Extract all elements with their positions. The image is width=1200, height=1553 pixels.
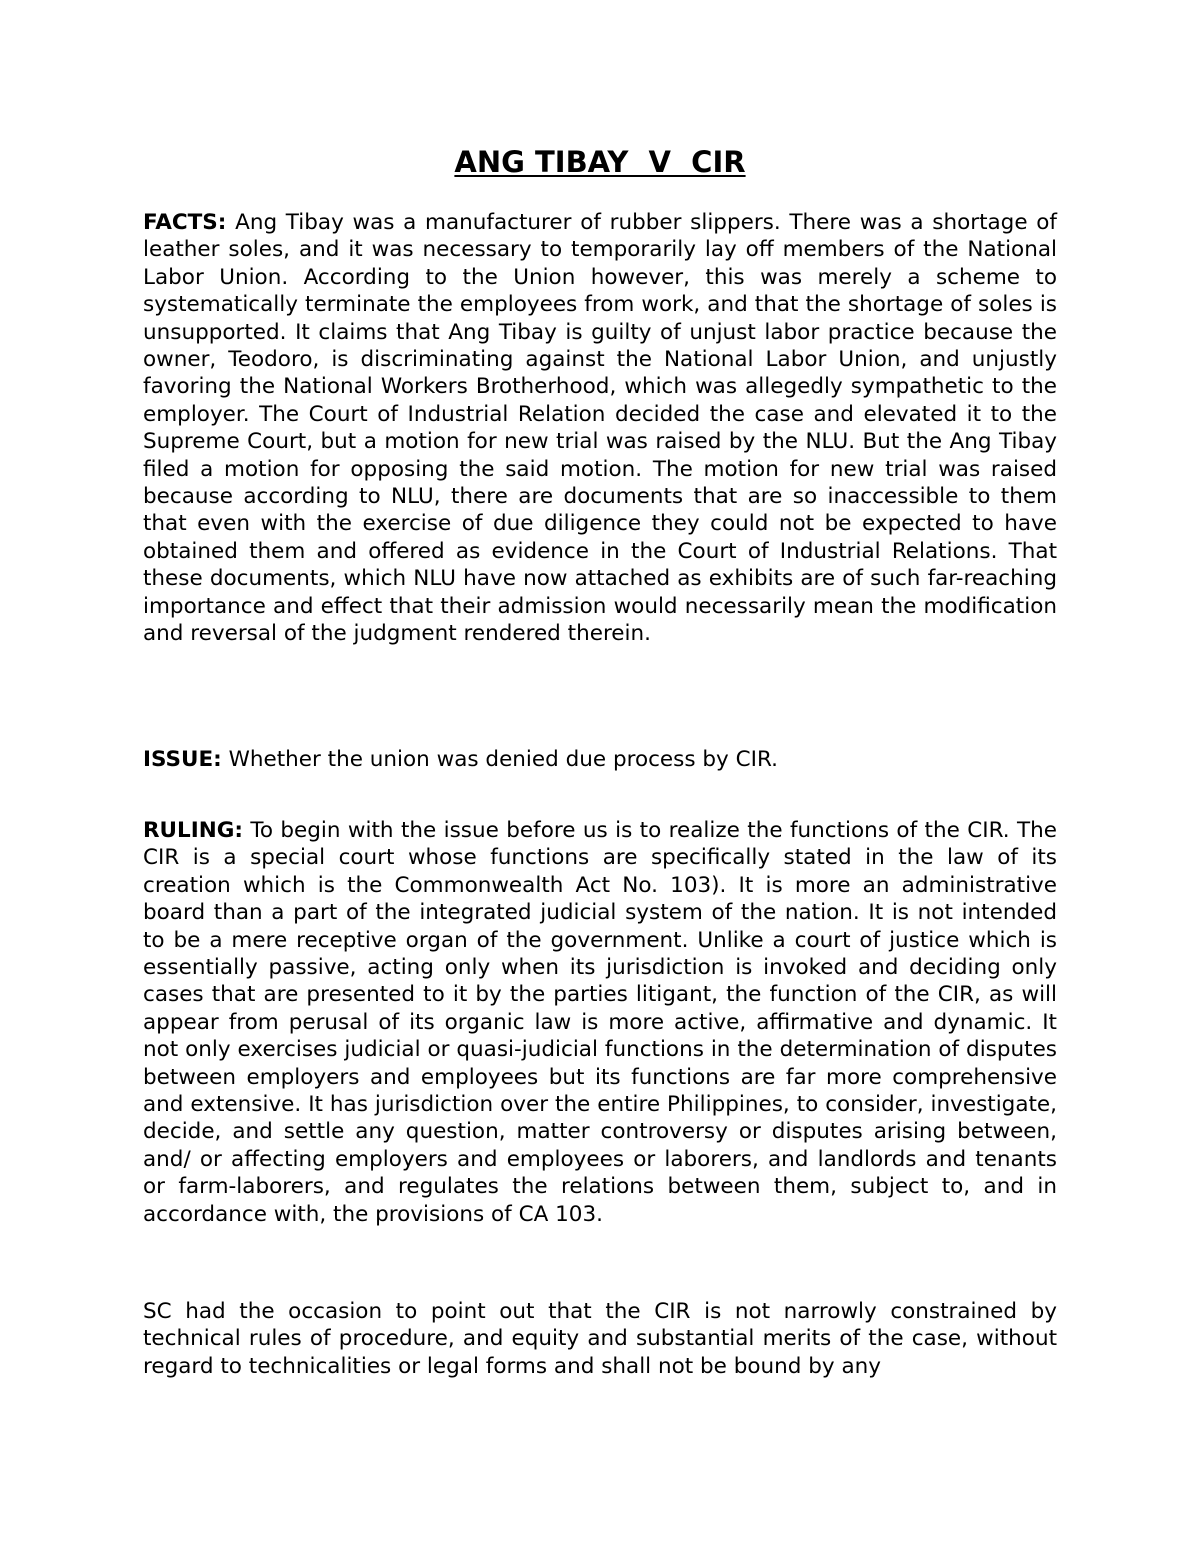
facts-paragraph [143, 209, 1057, 648]
issue-paragraph [143, 746, 1057, 773]
facts-label: FACTS: [143, 210, 227, 235]
ruling-continued-paragraph [143, 1298, 1057, 1380]
ruling-paragraph [143, 817, 1057, 1228]
issue-text: Whether the union was denied due process by CIR. [228, 747, 778, 772]
ruling-continued-text: SC had the occasion to point out that the CIR is not narrowly constrained by technical rules of procedure, and equity and substantial merits of the case, without regard to technicalities or legal forms and shall not be bound by any [143, 1299, 1057, 1379]
facts-text: Ang Tibay was a manufacturer of rubber slippers. There was a shortage of leather soles, and it was necessary to temporarily lay off members of the National Labor Union. According to the Union however, this was merely a scheme to systematically terminate the employees from work, and that the shortage of soles is unsupported. It claims that Ang Tibay is guilty of unjust labor practice because the owner, Teodoro, is discriminating against the National Labor Union, and unjustly favoring the National Workers Brotherhood, which was allegedly sympathetic to the employer. The Court of Industrial Relation decided the case and elevated it to the Supreme Court, but a motion for new trial was raised by the NLU. But the Ang Tibay filed a motion for opposing the said motion. The motion for new trial was raised because according to NLU, there are documents that are so inaccessible to them that even with the exercise of due diligence they could not be expected to have obtained them and offered as evidence in the Court of Industrial Relations. That these documents, which NLU have now attached as exhibits are of such far-reaching importance and effect that their admission would necessarily mean the modification and reversal of the judgment rendered therein. [143, 210, 1057, 647]
ruling-label: RULING: [143, 818, 243, 843]
ruling-text: To begin with the issue before us is to realize the functions of the CIR. The CIR is a special court whose functions are specifically stated in the law of its creation which is the Commonwealth Act No. 103). It is more an administrative board than a part of the integrated judicial system of the nation. It is not intended to be a mere receptive organ of the government. Unlike a court of justice which is essentially passive, acting only when its jurisdiction is invoked and deciding only cases that are presented to it by the parties litigant, the function of the CIR, as will appear from perusal of its organic law is more active, affirmative and dynamic. It not only exercises judicial or quasi-judicial functions in the determination of disputes between employers and employees but its functions are far more comprehensive and extensive. It has jurisdiction over the entire Philippines, to consider, investigate, decide, and settle any question, matter controversy or disputes arising between, and/ or affecting employers and employees or laborers, and landlords and tenants or farm-laborers, and regulates the relations between them, subject to, and in accordance with, the provisions of CA 103. [143, 818, 1057, 1227]
issue-label: ISSUE: [143, 747, 222, 772]
page-title: ANG TIBAY V CIR [454, 145, 746, 179]
